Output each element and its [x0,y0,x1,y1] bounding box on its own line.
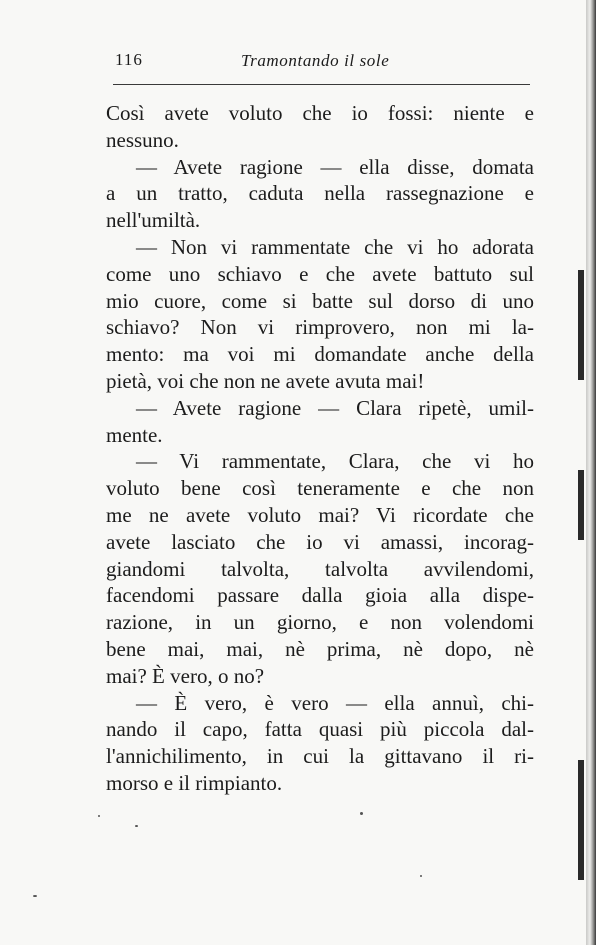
print-speck [33,895,37,897]
print-speck [135,825,138,827]
text-line: avete lasciato che io vi amassi, incorag- [106,529,534,554]
text-line: razione, in un giorno, e non volendomi [106,610,534,635]
body-text [106,100,534,797]
running-title: Tramontando il sole [241,51,390,70]
text-line: — Avete ragione — Clara ripetè, umil- [136,395,534,420]
text-line: a un tratto, caduta nella rassegnazione e [106,181,534,206]
text-line: — È vero, è vero — ella annuì, chi- [136,690,534,715]
text-line: me ne avete voluto mai? Vi ricordate che [106,502,534,527]
text-line: mai? È vero, o no? [106,663,265,688]
text-line: nell'umiltà. [106,208,201,233]
text-line: — Avete ragione — ella disse, domata [136,154,534,179]
text-line: mento: ma voi mi domandate anche della [106,342,534,367]
text-line: schiavo? Non vi rimprovero, non mi la- [106,315,534,340]
text-line: giandomi talvolta, talvolta avvilendomi, [106,556,534,581]
text-line: Così avete voluto che io fossi: niente e [106,101,534,125]
text-line: voluto bene così teneramente e che non [106,476,534,501]
text-line: mente. [106,422,163,447]
page-number: 116 [115,50,143,69]
page-header [115,50,530,74]
page-edge-mark [578,760,584,880]
text-line: l'annichilimento, in cui la gittavano il ri- [106,744,534,769]
text-line: nessuno. [106,127,179,152]
page-edge-mark [578,470,584,540]
header-rule [113,84,530,85]
print-speck [98,815,100,817]
text-line: bene mai, mai, nè prima, nè dopo, nè [106,636,534,661]
print-speck [360,812,363,815]
page-edge-shadow [586,0,596,945]
text-line: — Non vi rammentate che vi ho adorata [136,234,534,259]
print-speck [420,875,422,877]
text-line: pietà, voi che non ne avete avuta mai! [106,368,425,393]
text-line: come uno schiavo e che avete battuto sul [106,261,534,286]
text-line: morso e il rimpianto. [106,770,283,795]
text-line: mio cuore, come si batte sul dorso di uno [106,288,534,313]
text-line: facendomi passare dalla gioia alla dispe- [106,583,534,608]
text-line: nando il capo, fatta quasi più piccola dal- [106,717,534,742]
page-edge-mark [578,270,584,380]
text-line: — Vi rammentate, Clara, che vi ho [136,449,534,474]
